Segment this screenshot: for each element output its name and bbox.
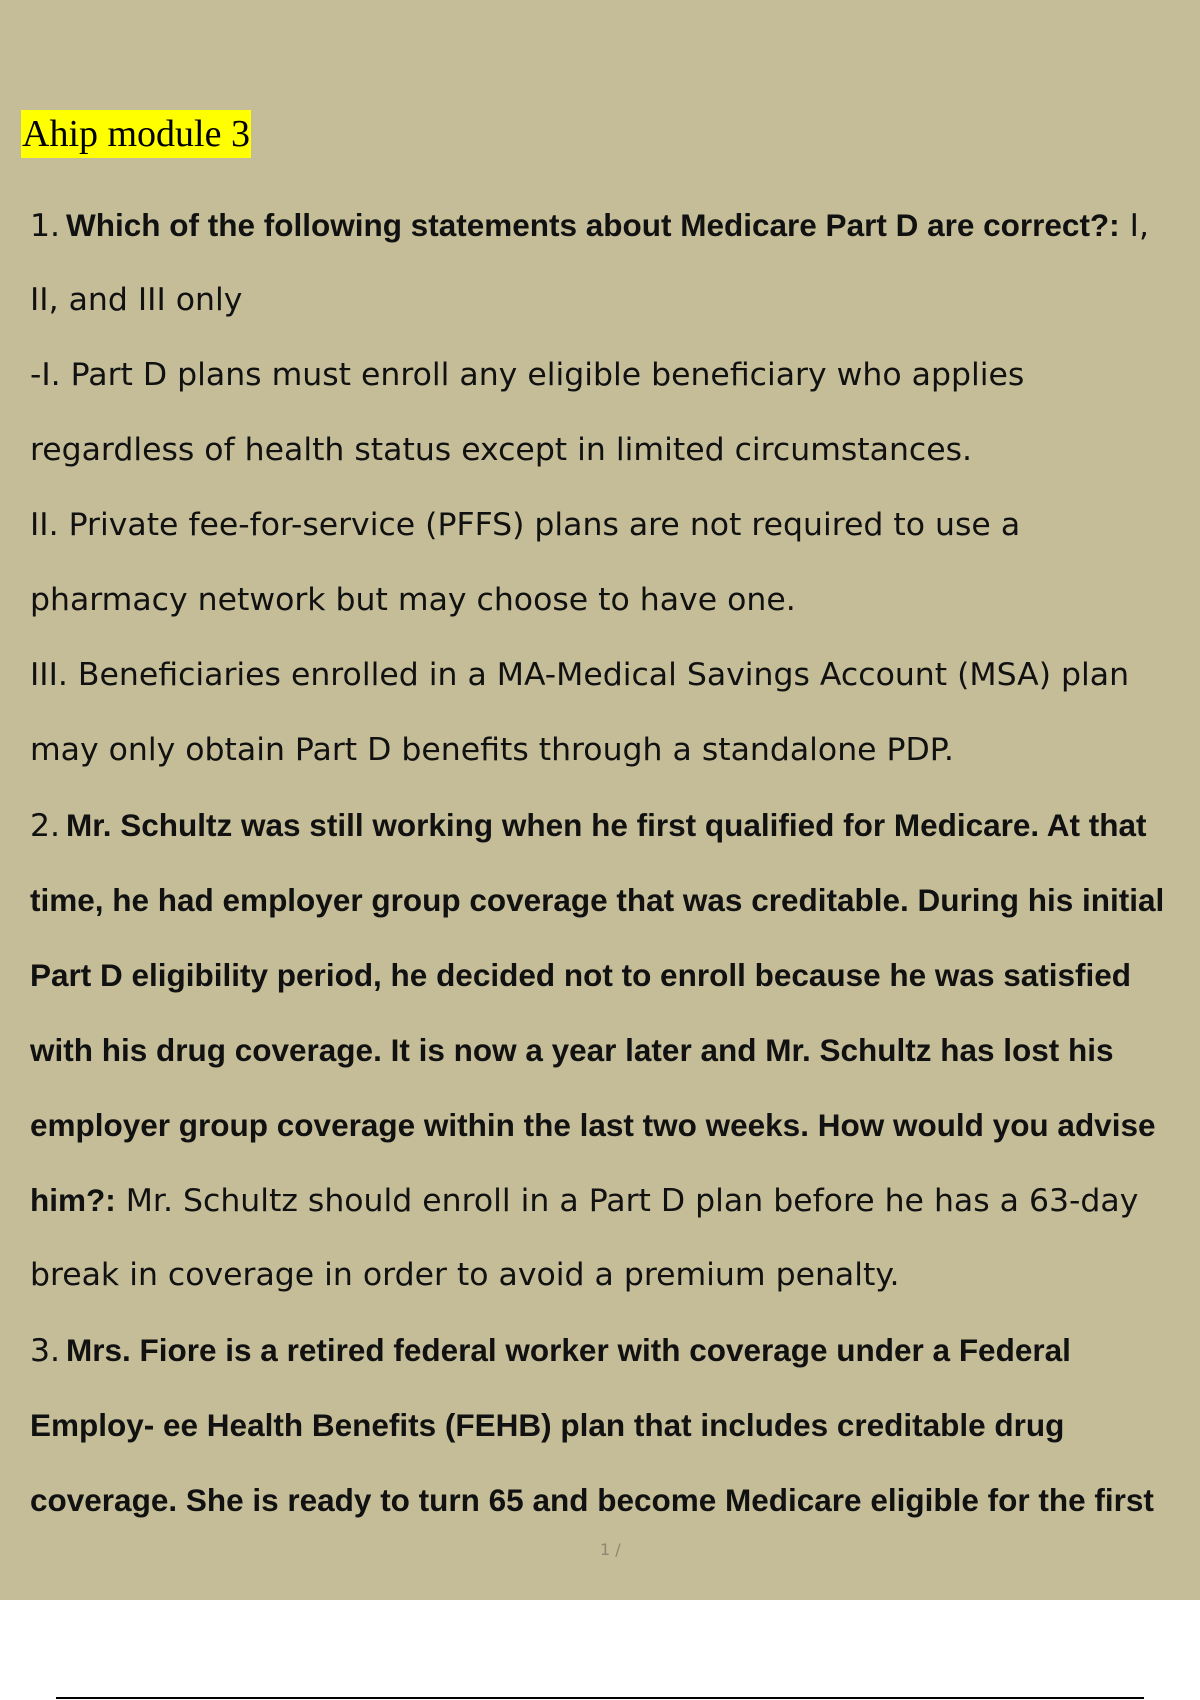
q3-line-1 <box>30 1313 1195 1388</box>
q1-item-iii-line-1: III. Beneficiaries enrolled in a MA-Medical Savings Account (MSA) plan <box>30 657 1130 693</box>
page-number: 1 / <box>600 1540 621 1559</box>
q1-answer-start: I, <box>1119 208 1149 244</box>
q2-question-line-4: with his drug coverage. It is now a year later and Mr. Schultz has lost his <box>30 1032 1114 1068</box>
q3-question-line-3: coverage. She is ready to turn 65 and become Medicare eligible for the first <box>30 1482 1154 1518</box>
q2-line-6 <box>30 1163 1195 1238</box>
q1-question: Which of the following statements about Medicare Part D are correct?: <box>66 207 1120 243</box>
q2-number: 2. <box>30 808 61 844</box>
q3-question-line-1: Mrs. Fiore is a retired federal worker with coverage under a Federal <box>66 1332 1071 1368</box>
q2-answer-line-1: Mr. Schultz should enroll in a Part D plan before he has a 63-day <box>115 1183 1139 1219</box>
q1-item-ii-line-2: pharmacy network but may choose to have one. <box>30 582 796 618</box>
q1-line-1 <box>30 188 1195 263</box>
q1-item-iii-line-2: may only obtain Part D benefits through a standalone PDP. <box>30 732 954 768</box>
document-title: Ahip module 3 <box>21 110 251 158</box>
q1-item-i-line-2: regardless of health status except in limited circumstances. <box>30 432 973 468</box>
footer-divider <box>56 1697 1144 1699</box>
q1-answer: II, and III only <box>30 282 243 318</box>
q1-item-ii-line-1: II. Private fee-for-service (PFFS) plans are not required to use a <box>30 507 1021 543</box>
q3-number: 3. <box>30 1333 61 1369</box>
q1-item-i-line-1: -I. Part D plans must enroll any eligible beneficiary who applies <box>30 357 1025 393</box>
q2-answer-line-2: break in coverage in order to avoid a premium penalty. <box>30 1257 900 1293</box>
q2-line-1 <box>30 788 1195 863</box>
q2-question-line-1: Mr. Schultz was still working when he first qualified for Medicare. At that <box>66 807 1147 843</box>
q3-question-line-2: Employ- ee Health Benefits (FEHB) plan that includes creditable drug <box>30 1407 1065 1443</box>
q2-question-line-3: Part D eligibility period, he decided not to enroll because he was satisfied <box>30 957 1132 993</box>
q2-question-line-5: employer group coverage within the last two weeks. How would you advise <box>30 1107 1156 1143</box>
q2-question-line-2: time, he had employer group coverage that was creditable. During his initial <box>30 882 1165 918</box>
document-body <box>30 188 1195 1538</box>
q2-question-end: him?: <box>30 1182 116 1218</box>
q1-number: 1. <box>30 208 61 244</box>
